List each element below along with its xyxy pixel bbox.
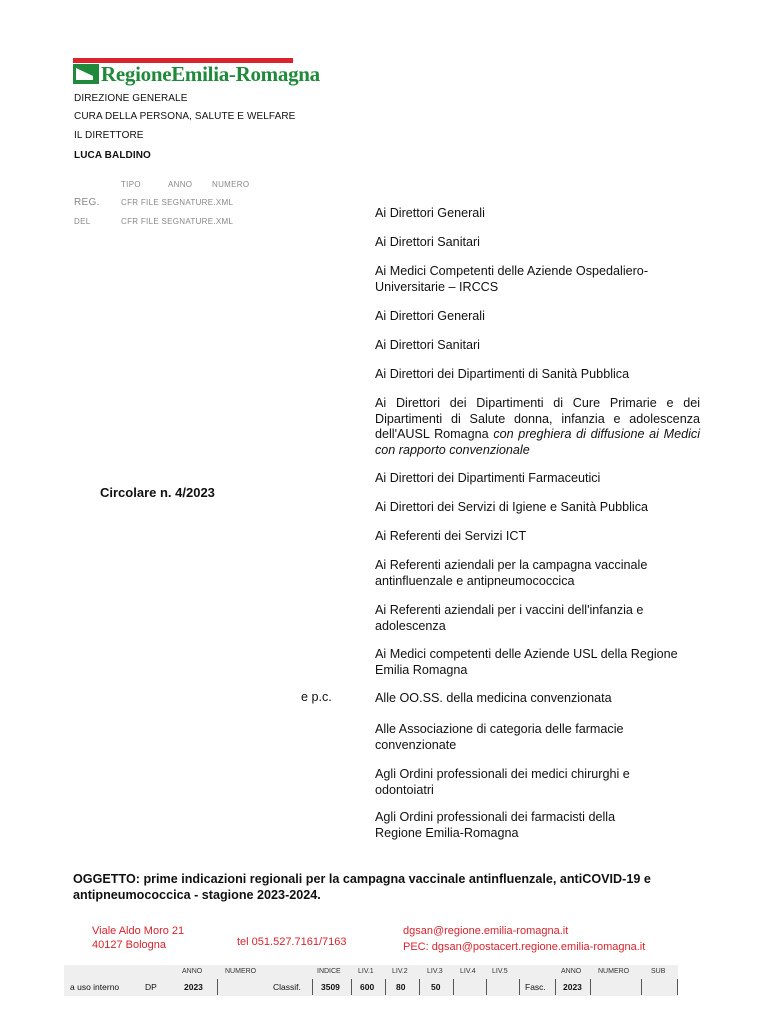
liv4-label: LIV.4 [460, 968, 476, 975]
epc-label: e p.c. [301, 690, 332, 704]
separator [519, 979, 520, 995]
role-title: IL DIRETTORE [74, 130, 144, 141]
recipient: Ai Direttori dei Dipartimenti Farmaceutici [375, 471, 601, 485]
numero2-label: NUMERO [598, 968, 630, 975]
meta-numero-label: NUMERO [212, 180, 250, 189]
recipient: Alle OO.SS. della medicina convenzionata [375, 691, 612, 705]
recipient: Ai Referenti dei Servizi ICT [375, 529, 527, 543]
subject-text: prime indicazioni regionali per la campagna vaccinale antinfluenzale, antiCOVID-19 e antipneumococcica - stagione 2023-2024. [73, 872, 651, 902]
dept-name: CURA DELLA PERSONA, SALUTE E WELFARE [74, 111, 296, 122]
recipient: Ai Referenti aziendali per i vaccini dell'infanzia e adolescenza [375, 603, 644, 633]
liv3-value: 50 [431, 982, 441, 992]
recipient: Agli Ordini professionali dei farmacisti della Regione Emilia-Romagna [375, 810, 616, 840]
subject [73, 871, 713, 903]
liv1-value: 600 [360, 982, 375, 992]
separator [641, 979, 642, 995]
del-value: CFR FILE SEGNATURE.XML [121, 217, 234, 226]
meta-tipo-label: TIPO [121, 180, 141, 189]
classif-label: Classif. [273, 982, 301, 992]
recipient: Ai Direttori Generali [375, 309, 485, 323]
indice-value: 3509 [321, 982, 340, 992]
del-label: DEL [74, 217, 91, 226]
separator [351, 979, 352, 995]
liv1-label: LIV.1 [358, 968, 374, 975]
recipient: Agli Ordini professionali dei medici chirurghi e odontoiatri [375, 767, 630, 797]
recipient-with-note [375, 396, 700, 458]
logo-text: RegioneEmilia-Romagna [101, 62, 320, 86]
liv2-label: LIV.2 [392, 968, 408, 975]
liv3-label: LIV.3 [427, 968, 443, 975]
regione-logo-icon [73, 64, 99, 84]
address-line-1: Viale Aldo Moro 21 [92, 925, 185, 937]
sub-label: SUB [651, 968, 666, 975]
indice-label: INDICE [317, 968, 341, 975]
numero-label: NUMERO [225, 968, 257, 975]
email-link[interactable]: dgsan@regione.emilia-romagna.it [403, 925, 569, 937]
recipient-text: Ai Direttori dei Dipartimenti di Cure Primarie e dei Dipartimenti di Salute donna, infanzia e adolescenza dell'AUSL Romagna [375, 396, 700, 441]
address-line-2: 40127 Bologna [92, 939, 167, 951]
recipient: Ai Direttori dei Servizi di Igiene e Sanità Pubblica [375, 500, 649, 514]
recipient: Ai Direttori Sanitari [375, 235, 480, 249]
separator [419, 979, 420, 995]
director-name: LUCA BALDINO [74, 150, 151, 161]
subject-label: OGGETTO: [73, 872, 140, 886]
anno2-label: ANNO [561, 968, 582, 975]
separator [312, 979, 313, 995]
separator [385, 979, 386, 995]
reg-value: CFR FILE SEGNATURE.XML [121, 198, 234, 207]
recipient-note: con preghiera di diffusione ai Medici con rapporto convenzionale [375, 427, 701, 457]
fasc-label: Fasc. [525, 982, 546, 992]
telephone: tel 051.527.7161/7163 [237, 936, 347, 948]
reg-label: REG. [74, 197, 100, 208]
anno-value: 2023 [184, 982, 203, 992]
recipient: Ai Direttori Generali [375, 206, 485, 220]
anno2-value: 2023 [563, 982, 582, 992]
separator [217, 979, 218, 995]
recipient: Ai Direttori Sanitari [375, 338, 480, 352]
dp-value: DP [145, 982, 157, 992]
protocol-strip [64, 965, 678, 996]
recipient: Ai Medici competenti delle Aziende USL della Regione Emilia Romagna [375, 647, 678, 677]
liv2-value: 80 [396, 982, 406, 992]
separator [453, 979, 454, 995]
direzione-generale: DIREZIONE GENERALE [74, 93, 188, 104]
separator [590, 979, 591, 995]
separator [555, 979, 556, 995]
liv5-label: LIV.5 [492, 968, 508, 975]
recipient: Alle Associazione di categoria delle farmacie convenzionate [375, 722, 624, 752]
separator [677, 979, 678, 995]
uso-interno: a uso interno [70, 982, 120, 992]
separator [486, 979, 487, 995]
recipient: Ai Referenti aziendali per la campagna vaccinale antinfluenzale e antipneumococcica [375, 558, 648, 588]
meta-anno-label: ANNO [168, 180, 193, 189]
circolare-number: Circolare n. 4/2023 [100, 485, 215, 500]
recipient: Ai Medici Competenti delle Aziende Ospedaliero-Universitarie – IRCCS [375, 264, 649, 294]
anno-label: ANNO [182, 968, 203, 975]
recipient: Ai Direttori dei Dipartimenti di Sanità Pubblica [375, 367, 630, 381]
pec-email-link[interactable]: PEC: dgsan@postacert.regione.emilia-romagna.it [403, 941, 646, 953]
